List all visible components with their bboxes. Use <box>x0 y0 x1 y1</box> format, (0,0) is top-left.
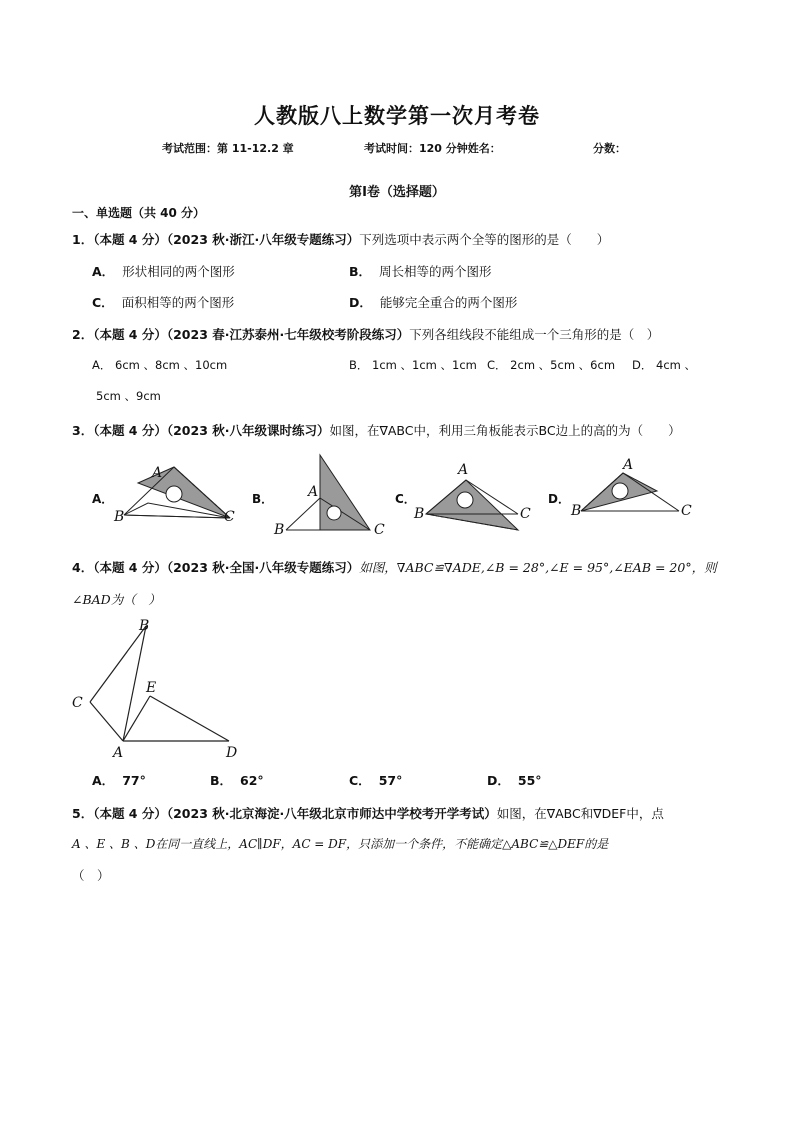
option-c: C． 面积相等的两个图形 <box>92 295 235 310</box>
vertex-c: C <box>374 522 385 538</box>
question-number: 1． <box>72 232 94 247</box>
figure-q4 <box>64 612 254 762</box>
exam-time-name: 考试时间：120 分钟姓名： <box>364 142 501 155</box>
question-stem: 如图，∇ABC≌∇ADE,∠B = 28°,∠E = 95°,∠EAB = 20°，则 <box>359 560 717 575</box>
vertex-a: A <box>152 465 163 481</box>
question-source: （2023 秋·全国·八年级专题练习） <box>166 560 360 575</box>
question-4-stem-cont: ∠BAD为（ ） <box>72 592 161 607</box>
question-stem: 如图，在∇ABC中，利用三角板能表示BC边上的高的为（ ） <box>329 423 681 438</box>
figure-b <box>270 450 390 540</box>
question-number: 4． <box>72 560 94 575</box>
figure-c <box>410 458 540 538</box>
figure-label-c: C． <box>395 492 416 506</box>
vertex-b: B <box>139 618 150 634</box>
vertex-e: E <box>146 680 157 696</box>
vertex-c: C <box>224 509 235 525</box>
question-source: （2023 秋·八年级课时练习） <box>166 423 330 438</box>
vertex-c: C <box>681 503 692 519</box>
question-number: 3． <box>72 423 94 438</box>
question-number: 2． <box>72 327 94 342</box>
question-1 <box>72 230 609 248</box>
option-d-cont: 5cm 、9cm <box>96 389 161 403</box>
figure-label-b: B． <box>252 492 274 506</box>
question-stem: 下列选项中表示两个全等的图形的是（ ） <box>359 232 610 247</box>
question-source: （2023 秋·北京海淀·八年级北京市师达中学校考开学考试） <box>166 806 497 821</box>
figure-label-a: A． <box>92 492 114 506</box>
question-4 <box>72 558 717 576</box>
question-source: （2023 秋·浙江·八年级专题练习） <box>166 232 360 247</box>
question-score: （本题 4 分） <box>93 423 167 438</box>
option-a: A． 形状相同的两个图形 <box>92 264 235 279</box>
option-d: D． 55° <box>487 773 542 788</box>
option-a: A． 6cm 、8cm 、10cm <box>92 358 228 372</box>
question-score: （本题 4 分） <box>93 327 167 342</box>
option-c: C． 2cm 、5cm 、6cm <box>487 358 616 372</box>
exam-range: 考试范围：第 11-12.2 章 <box>162 142 294 155</box>
vertex-b: B <box>571 503 582 519</box>
figure-d <box>565 455 705 535</box>
section-heading: 一、单选题（共 40 分） <box>72 206 206 220</box>
question-score: （本题 4 分） <box>93 560 167 575</box>
question-2 <box>72 325 659 343</box>
option-c: C． 57° <box>349 773 403 788</box>
vertex-c: C <box>520 506 531 522</box>
vertex-a: A <box>623 457 634 473</box>
exam-score: 分数： <box>593 142 626 155</box>
page-title: 人教版八上数学第一次月考卷 <box>254 104 540 128</box>
vertex-c: C <box>72 695 83 711</box>
vertex-a: A <box>458 462 469 478</box>
figure-label-d: D． <box>548 492 570 506</box>
option-b: B． 1cm 、1cm 、1cm <box>349 358 477 372</box>
question-5-stem-cont: A 、E 、B 、D在同一直线上，AC∥DF，AC = DF，只添加一个条件，不能确定△ABC≌△DEF的是 <box>72 837 609 851</box>
question-score: （本题 4 分） <box>93 232 167 247</box>
vertex-b: B <box>114 509 125 525</box>
option-a: A． 77° <box>92 773 146 788</box>
vertex-d: D <box>226 745 238 761</box>
option-d: D． 能够完全重合的两个图形 <box>349 295 518 310</box>
question-5 <box>72 804 664 822</box>
option-d: D． 4cm 、 <box>632 358 697 372</box>
vertex-b: B <box>414 506 425 522</box>
figure-a <box>110 455 245 530</box>
volume-heading: 第Ⅰ卷（选择题） <box>349 185 445 200</box>
question-5-answer-blank: （ ） <box>72 868 110 883</box>
question-score: （本题 4 分） <box>93 806 167 821</box>
option-b: B． 62° <box>210 773 264 788</box>
question-3 <box>72 421 681 439</box>
question-stem: 如图，在∇ABC和∇DEF中，点 <box>496 806 664 821</box>
vertex-b: B <box>274 522 285 538</box>
vertex-a: A <box>113 745 124 761</box>
vertex-a: A <box>308 484 319 500</box>
question-stem: 下列各组线段不能组成一个三角形的是（ ） <box>409 327 660 342</box>
question-number: 5． <box>72 806 94 821</box>
question-source: （2023 春·江苏泰州·七年级校考阶段练习） <box>166 327 410 342</box>
option-b: B． 周长相等的两个图形 <box>349 264 492 279</box>
